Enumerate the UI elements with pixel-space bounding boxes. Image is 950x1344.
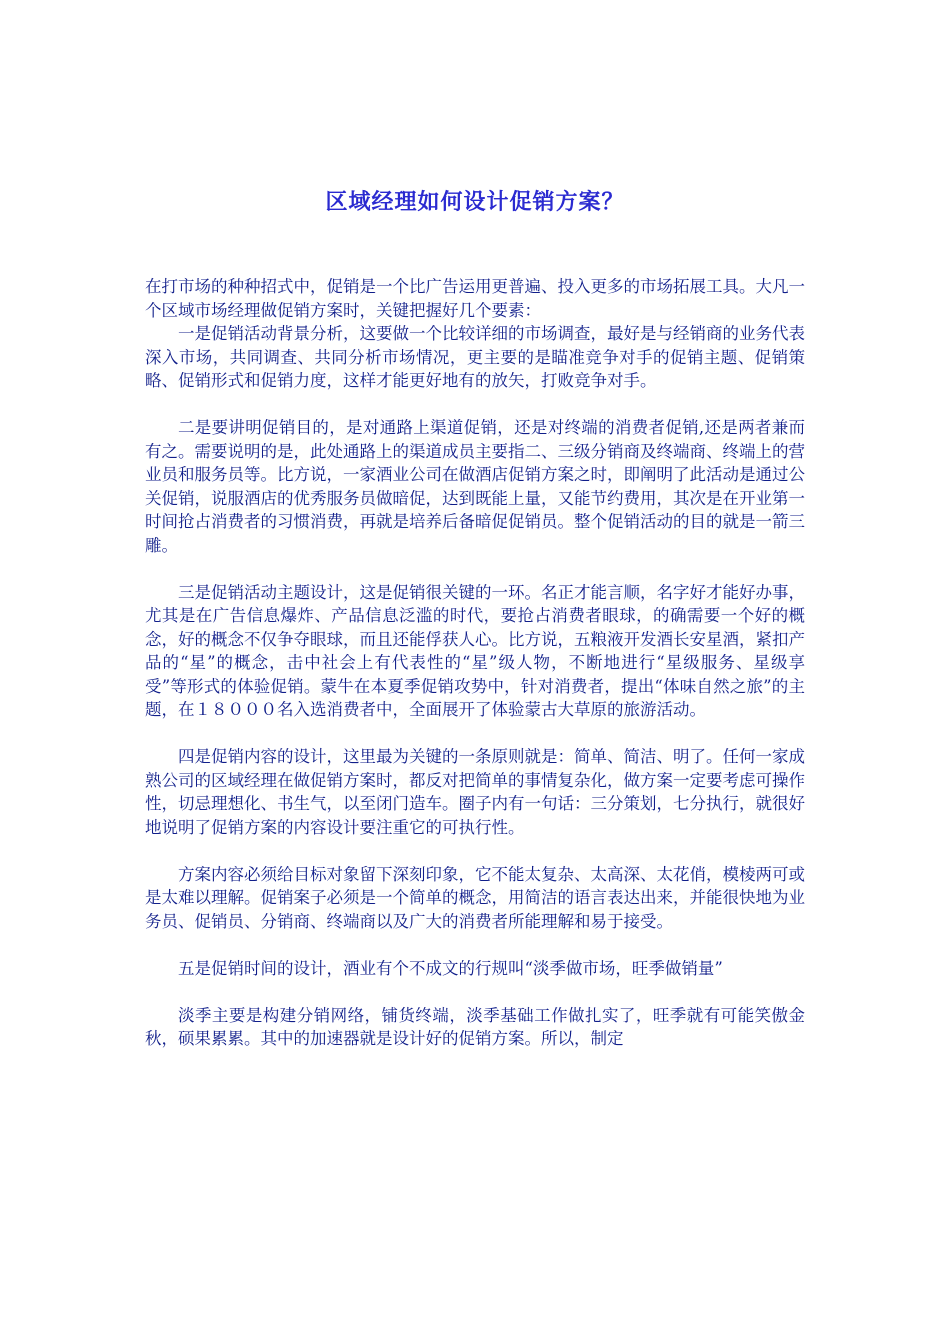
- document-title: 区域经理如何设计促销方案？: [325, 189, 625, 215]
- paragraph-off-season: 淡季主要是构建分销网络，铺货终端，淡季基础工作做扎实了，旺季就有可能笑傲金秋，硕果累累。其中的加速器就是设计好的促销方案。所以，制定: [145, 1005, 805, 1048]
- paragraph-intro: 在打市场的种种招式中，促销是一个比广告运用更普遍、投入更多的市场拓展工具。大凡一个区域市场经理做促销方案时，关键把握好几个要素：: [145, 277, 805, 320]
- paragraph-content-design: 四是促销内容的设计，这里最为关键的一条原则就是：简单、简洁、明了。任何一家成熟公司的区域经理在做促销方案时，都反对把简单的事情复杂化，做方案一定要考虑可操作性，切忌理想化、书生气，以至闭门造车。圈子内有一句话：三分策划，七分执行，就很好地说明了促销方案的内容设计要注重它的可执行性。: [145, 747, 805, 837]
- paragraph-timing-design: 五是促销时间的设计，酒业有个不成文的行规叫“淡季做市场，旺季做销量”: [178, 958, 723, 978]
- paragraph-theme-design: 三是促销活动主题设计，这是促销很关键的一环。名正才能言顺，名字好才能好办事，尤其是在广告信息爆炸、产品信息泛滥的时代，要抢占消费者眼球，的确需要一个好的概念，好的概念不仅争夺眼球，而且还能俘获人心。比方说，五粮液开发酒长安星酒，紧扣产品的“星”的概念，击中社会上有代表性的“星”级人物，不断地进行“星级服务、星级享受”等形式的体验促销。蒙牛在本夏季促销攻势中，针对消费者，提出“体味自然之旅”的主题，在１８０００名入选消费者中，全面展开了体验蒙古大草原的旅游活动。: [145, 582, 805, 719]
- document-body: [145, 275, 805, 1051]
- paragraph-content-impression: 方案内容必须给目标对象留下深刻印象，它不能太复杂、太高深、太花俏，模棱两可或是太难以理解。促销案子必须是一个简单的概念，用简洁的语言表达出来，并能很快地为业务员、促销员、分销商、终端商以及广大的消费者所能理解和易于接受。: [145, 864, 805, 931]
- paragraph-background-analysis: 一是促销活动背景分析，这要做一个比较详细的市场调查，最好是与经销商的业务代表深入市场，共同调查、共同分析市场情况，更主要的是瞄准竞争对手的促销主题、促销策略、促销形式和促销力度，这样才能更好地有的放矢，打败竞争对手。: [145, 324, 805, 390]
- paragraph-promotion-purpose: 二是要讲明促销目的，是对通路上渠道促销，还是对终端的消费者促销,还是两者兼而有之。需要说明的是，此处通路上的渠道成员主要指二、三级分销商及终端商、终端上的营业员和服务员等。比方说，一家酒业公司在做酒店促销方案之时，即阐明了此活动是通过公关促销，说服酒店的优秀服务员做暗促，达到既能上量，又能节约费用，其次是在开业第一时间抢占消费者的习惯消费，再就是培养后备暗促促销员。整个促销活动的目的就是一箭三雕。: [145, 418, 805, 555]
